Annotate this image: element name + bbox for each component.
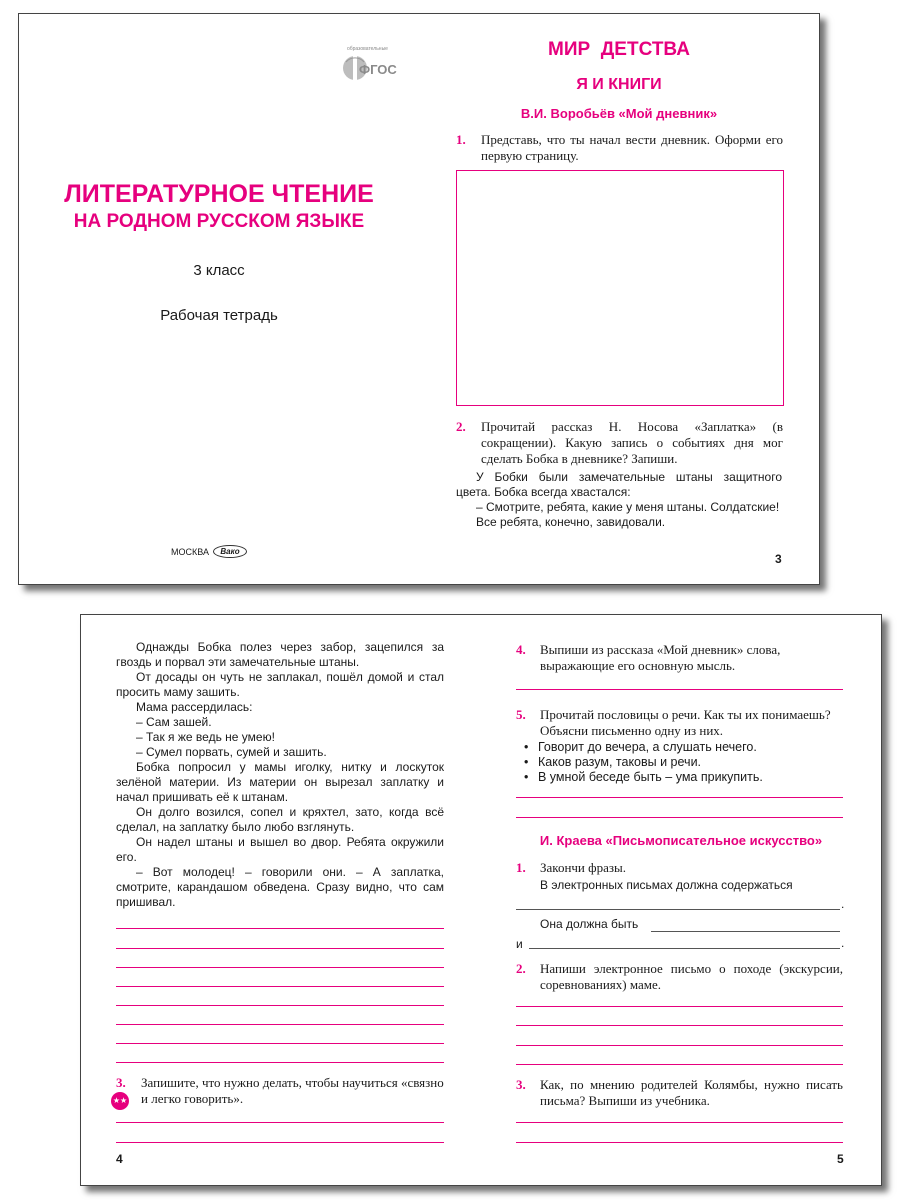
answer-line[interactable]: [516, 1064, 843, 1065]
p5-task4-text: Выпиши из рассказа «Мой дневник» слова, выражающие его основную мысль.: [540, 642, 781, 673]
p3-task2-text: Прочитай рассказ Н. Носова «Заплатка» (в сокращении). Какую запись о событиях дня мог сделать Бобка в дневнике? Запиши.: [481, 419, 783, 466]
page3-section-title: В.И. Воробьёв «Мой дневник»: [520, 106, 718, 121]
period-mark: .: [841, 897, 845, 911]
answer-line[interactable]: [516, 1025, 843, 1026]
answer-line[interactable]: [116, 1142, 444, 1143]
p4-story-paragraph: – Так я же ведь не умею!: [136, 730, 275, 744]
p3-task1-number: 1.: [456, 132, 466, 147]
p4-story-paragraph: Он долго возился, сопел и кряхтел, зато, когда всё сделал, на заплатку было любо взглянуть.: [116, 805, 444, 834]
answer-line[interactable]: [116, 1043, 444, 1044]
proverb-item: • Каков разум, таковы и речи.: [524, 755, 844, 770]
answer-line[interactable]: [116, 986, 444, 987]
fgos-arc-text: образовательные: [347, 46, 388, 52]
p5-s2-task2-number: 2.: [516, 961, 526, 976]
spread-pages-4-5: [80, 614, 882, 1186]
page-number-3: 3: [775, 552, 782, 566]
answer-line[interactable]: [116, 1024, 444, 1025]
answer-line[interactable]: [116, 1122, 444, 1123]
p3-story: [456, 470, 782, 530]
p4-story-paragraph: Бобка попросил у мамы иголку, нитку и лоскуток зелёной материи. Из материи он вырезал заплатку и начал пришивать её к штанам.: [116, 760, 444, 804]
answer-line[interactable]: [116, 967, 444, 968]
page-number-5: 5: [837, 1152, 844, 1166]
answer-line[interactable]: [116, 928, 444, 929]
answer-line[interactable]: [116, 948, 444, 949]
p5-s2-task2-text: Напиши электронное письмо о походе (экскурсии, соревнованиях) маме.: [540, 961, 843, 992]
page3-subheading: Я И КНИГИ: [576, 76, 662, 93]
book-title: [19, 179, 419, 235]
answer-line[interactable]: [516, 1122, 843, 1123]
period-mark: .: [841, 936, 845, 950]
book-title-line2: НА РОДНОМ РУССКОМ ЯЗЫКЕ: [73, 211, 365, 232]
publisher-city: МОСКВА: [171, 546, 209, 557]
p5-task5-number: 5.: [516, 707, 526, 722]
p5-s2-task3-number: 3.: [516, 1077, 526, 1092]
p4-story-paragraph: – Сам зашей.: [136, 715, 212, 729]
p3-story-paragraph: У Бобки были замечательные штаны защитного цвета. Бобка всегда хвастался:: [456, 470, 782, 499]
p5-s2-task3-text: Как, по мнению родителей Колямбы, нужно писать письма? Выпиши из учебника.: [540, 1077, 843, 1108]
fill-line[interactable]: [529, 948, 840, 949]
diary-page-box[interactable]: [456, 170, 784, 406]
p4-story-paragraph: От досады он чуть не заплакал, пошёл домой и стал просить маму зашить.: [116, 670, 444, 699]
fill-sentence-1: В электронных письмах должна содержаться: [540, 878, 793, 892]
answer-line[interactable]: [516, 797, 843, 798]
fill-line[interactable]: [516, 909, 840, 910]
p4-task3-text: Запишите, что нужно делать, чтобы научиться «связно и легко говорить».: [141, 1075, 444, 1106]
answer-line[interactable]: [116, 1062, 444, 1063]
p3-story-paragraph: – Смотрите, ребята, какие у меня штаны. Солдатские!: [476, 500, 780, 514]
p5-section-title: И. Краева «Письмописательное искусство»: [539, 833, 823, 848]
grade-label: 3 класс: [193, 262, 245, 279]
p5-s2-task1-text: Закончи фразы.: [540, 860, 626, 875]
spread-cover-page3: [18, 13, 820, 585]
p4-task3-number: 3.: [116, 1075, 126, 1090]
answer-line[interactable]: [516, 1006, 843, 1007]
page3-heading: МИР ДЕТСТВА: [548, 39, 690, 60]
fill-sentence-2: Она должна быть: [540, 917, 639, 931]
p5-s2-task1-number: 1.: [516, 860, 526, 875]
fill-sentence-3: и: [516, 937, 523, 951]
publisher: [171, 543, 247, 559]
p4-story-paragraph: – Вот молодец! – говорили они. – А заплатка, смотрите, карандашом обведена. Сразу видно, что сам пришивал.: [116, 865, 444, 909]
answer-line[interactable]: [516, 817, 843, 818]
p3-task1-text: Представь, что ты начал вести дневник. Оформи его первую страницу.: [481, 132, 783, 163]
proverb-item: • В умной беседе быть – ума прикупить.: [524, 770, 844, 785]
p4-story-paragraph: Он надел штаны и вышел во двор. Ребята окружили его.: [116, 835, 444, 864]
answer-line[interactable]: [116, 1005, 444, 1006]
page-number-4: 4: [116, 1152, 123, 1166]
answer-line[interactable]: [516, 1045, 843, 1046]
star-difficulty-icon: ★★: [111, 1092, 129, 1110]
p5-task4-number: 4.: [516, 642, 526, 657]
p3-story-paragraph: Все ребята, конечно, завидовали.: [476, 515, 666, 529]
p4-story-paragraph: Мама рассердилась:: [136, 700, 253, 714]
proverb-item: • Говорит до вечера, а слушать нечего.: [524, 740, 844, 755]
p4-story-paragraph: Однажды Бобка полез через забор, зацепился за гвоздь и порвал эти замечательные штаны.: [116, 640, 444, 669]
p4-story: [116, 640, 444, 910]
answer-line[interactable]: [516, 1142, 843, 1143]
fgos-logo: [341, 44, 397, 86]
proverb-list: [524, 740, 844, 785]
p4-story-paragraph: – Сумел порвать, сумей и зашить.: [136, 745, 327, 759]
fill-line[interactable]: [651, 931, 840, 932]
answer-line[interactable]: [516, 689, 843, 690]
fgos-label: ФГОС: [359, 62, 397, 77]
p3-task2-number: 2.: [456, 419, 466, 434]
book-title-line1: ЛИТЕРАТУРНОЕ ЧТЕНИЕ: [64, 180, 374, 208]
p5-task5-text: Прочитай пословицы о речи. Как ты их понимаешь? Объясни письменно одну из них.: [540, 707, 831, 738]
publisher-logo: Вако: [213, 545, 246, 558]
book-type-label: Рабочая тетрадь: [160, 307, 278, 324]
